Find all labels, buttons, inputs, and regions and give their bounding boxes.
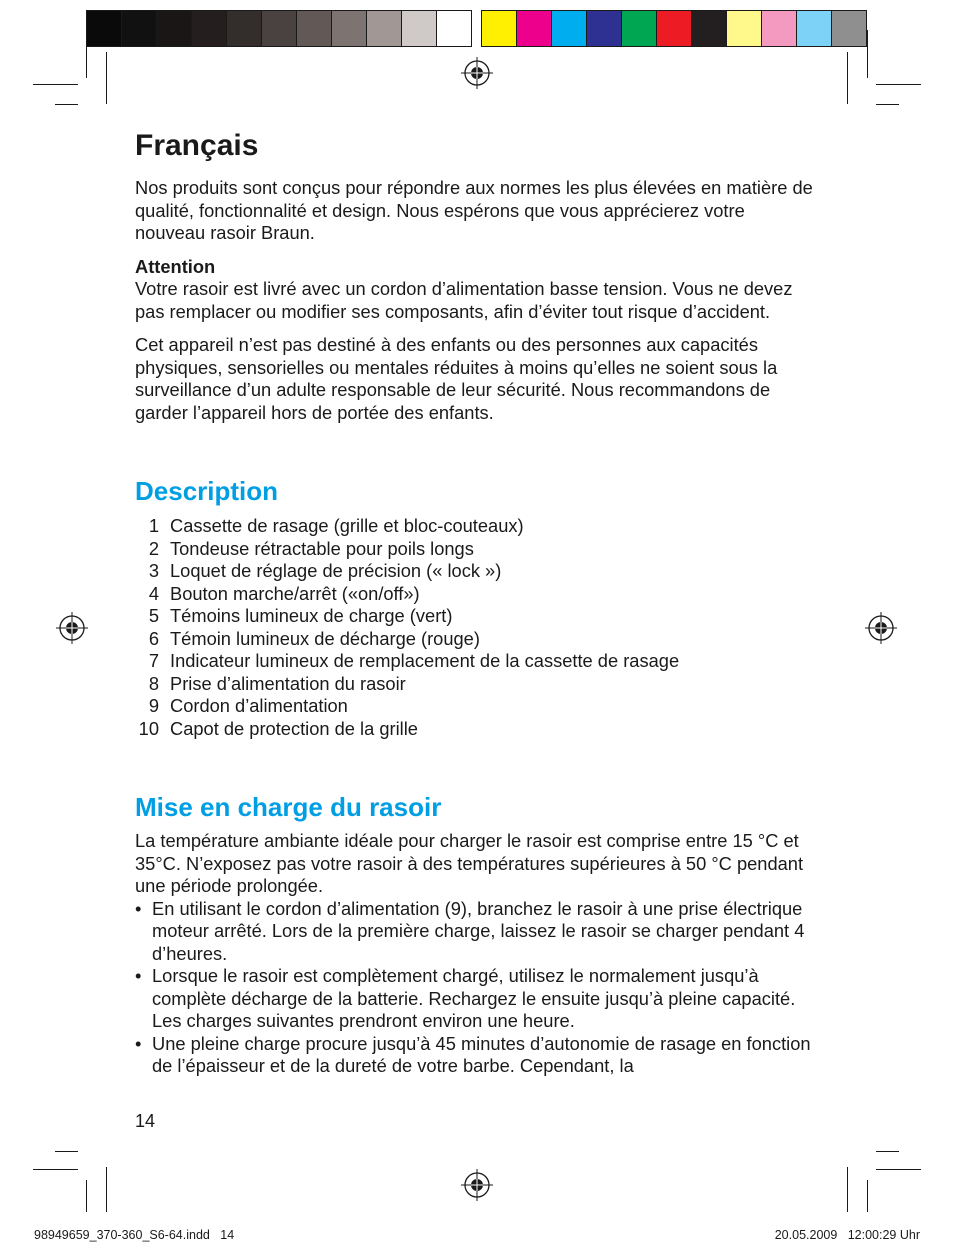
list-item-number: 8 xyxy=(148,672,159,694)
list-item xyxy=(135,560,815,583)
crop-mark xyxy=(876,1169,921,1170)
crop-mark xyxy=(847,52,848,104)
list-item xyxy=(135,538,815,561)
list-item-text: Prise d’alimentation du rasoir xyxy=(170,672,406,694)
color-swatch xyxy=(482,11,517,46)
color-swatch xyxy=(87,11,122,46)
page-number: 14 xyxy=(135,1111,156,1131)
color-swatch xyxy=(692,11,727,46)
color-swatch xyxy=(587,11,622,46)
charging-intro: La température ambiante idéale pour charger le rasoir est comprise entre 15 °C et 35°C. N’exposez pas votre rasoir à des températures supérieures à 50 °C pendant une période prolongée. xyxy=(135,830,804,896)
list-item-text: Bouton marche/arrêt («on/off») xyxy=(170,582,420,604)
list-item-number: 1 xyxy=(148,515,159,536)
list-item-text: Témoins lumineux de charge (vert) xyxy=(170,605,453,626)
list-item-text: Cassette de rasage (grille et bloc-couteaux) xyxy=(170,515,524,536)
color-swatch xyxy=(657,11,692,46)
page-title: Français xyxy=(135,129,259,162)
color-swatch xyxy=(437,11,471,46)
list-item-number: 7 xyxy=(148,650,159,671)
crop-mark xyxy=(847,1167,848,1212)
crop-mark xyxy=(876,1151,899,1152)
list-item-number: 3 xyxy=(148,560,159,581)
color-swatch xyxy=(762,11,797,46)
charging-bullets xyxy=(135,898,815,1078)
crop-mark xyxy=(876,84,921,85)
list-item-number: 9 xyxy=(148,695,159,716)
list-item-number: 2 xyxy=(148,537,159,559)
color-swatch xyxy=(727,11,762,46)
list-item-number: 5 xyxy=(148,605,159,626)
list-item xyxy=(135,673,815,696)
safety-paragraph: Cet appareil n’est pas destiné à des enfants ou des personnes aux capacités physiques, sensorielles ou mentales réduites à moins qu’elles ne soient sous la surveillance d’un adulte responsable de leur sécurité. Nous recommandons de garder l’appareil hors de portée des enfants. xyxy=(135,334,778,423)
description-heading: Description xyxy=(135,476,279,506)
color-calibration-bar xyxy=(481,10,867,47)
crop-mark xyxy=(106,1167,107,1212)
registration-mark-icon xyxy=(461,57,493,89)
list-item-number: 10 xyxy=(138,717,159,739)
color-swatch xyxy=(402,11,437,46)
color-swatch xyxy=(262,11,297,46)
list-item xyxy=(135,1033,815,1078)
list-item xyxy=(135,515,815,538)
attention-heading: Attention xyxy=(135,255,216,277)
bullet-text: Une pleine charge procure jusqu’à 45 minutes d’autonomie de rasage en fonction de l’épaisseur et de la dureté de votre barbe. Cependant, la xyxy=(152,1032,811,1076)
crop-mark xyxy=(86,1180,87,1212)
registration-mark-icon xyxy=(461,1169,493,1201)
list-item-text: Cordon d’alimentation xyxy=(170,695,348,716)
color-swatch xyxy=(227,11,262,46)
color-swatch xyxy=(517,11,552,46)
color-swatch xyxy=(297,11,332,46)
crop-mark xyxy=(33,1169,78,1170)
list-item xyxy=(135,650,815,673)
bullet-icon: • xyxy=(135,965,142,986)
bullet-text: Lorsque le rasoir est complètement chargé, utilisez le normalement jusqu’à complète décharge de la batterie. Rechargez le ensuite jusqu’à pleine capacité. Les charges suivantes prendront environ une heure. xyxy=(152,965,796,1031)
parts-list xyxy=(135,515,815,740)
crop-mark xyxy=(867,1180,868,1212)
list-item xyxy=(135,965,815,1033)
list-item-text: Tondeuse rétractable pour poils longs xyxy=(170,537,474,559)
color-swatch xyxy=(157,11,192,46)
list-item xyxy=(135,898,815,966)
list-item-number: 4 xyxy=(148,582,159,604)
registration-mark-icon xyxy=(865,612,897,644)
list-item xyxy=(135,718,815,741)
crop-mark xyxy=(876,104,899,105)
attention-paragraph: Votre rasoir est livré avec un cordon d’alimentation basse tension. Vous ne devez pas remplacer ou modifier ses composants, afin d’éviter tout risque d’accident. xyxy=(135,278,793,322)
crop-mark xyxy=(33,84,78,85)
intro-paragraph: Nos produits sont conçus pour répondre aux normes les plus élevées en matière de qualité, fonctionnalité et design. Nous espérons que vous apprécierez votre nouveau rasoir Braun. xyxy=(135,177,813,243)
list-item-text: Loquet de réglage de précision (« lock ») xyxy=(170,560,502,581)
crop-mark xyxy=(86,30,87,78)
color-swatch xyxy=(332,11,367,46)
list-item xyxy=(135,605,815,628)
footer-timestamp: 20.05.2009 12:00:29 Uhr xyxy=(774,1228,920,1242)
color-swatch xyxy=(192,11,227,46)
crop-mark xyxy=(55,104,78,105)
crop-mark xyxy=(867,30,868,78)
bullet-icon: • xyxy=(135,1032,142,1054)
color-swatch xyxy=(367,11,402,46)
color-swatch xyxy=(552,11,587,46)
color-swatch xyxy=(797,11,832,46)
page-content xyxy=(135,128,815,1078)
grayscale-calibration-bar xyxy=(86,10,472,47)
footer-file-info: 98949659_370-360_S6-64.indd 14 xyxy=(34,1228,235,1242)
bullet-icon: • xyxy=(135,897,142,919)
bullet-text: En utilisant le cordon d’alimentation (9), branchez le rasoir à une prise électrique moteur arrêté. Lors de la première charge, laissez le rasoir se charger pendant 4 d’heures. xyxy=(152,897,805,964)
crop-mark xyxy=(55,1151,78,1152)
list-item-text: Capot de protection de la grille xyxy=(170,717,418,739)
list-item-number: 6 xyxy=(148,627,159,649)
list-item xyxy=(135,583,815,606)
crop-mark xyxy=(106,52,107,104)
list-item-text: Indicateur lumineux de remplacement de la cassette de rasage xyxy=(170,650,680,671)
list-item xyxy=(135,628,815,651)
charging-heading: Mise en charge du rasoir xyxy=(135,792,442,822)
registration-mark-icon xyxy=(56,612,88,644)
color-swatch xyxy=(122,11,157,46)
color-swatch xyxy=(622,11,657,46)
list-item xyxy=(135,695,815,718)
color-swatch xyxy=(832,11,866,46)
list-item-text: Témoin lumineux de décharge (rouge) xyxy=(170,627,480,649)
